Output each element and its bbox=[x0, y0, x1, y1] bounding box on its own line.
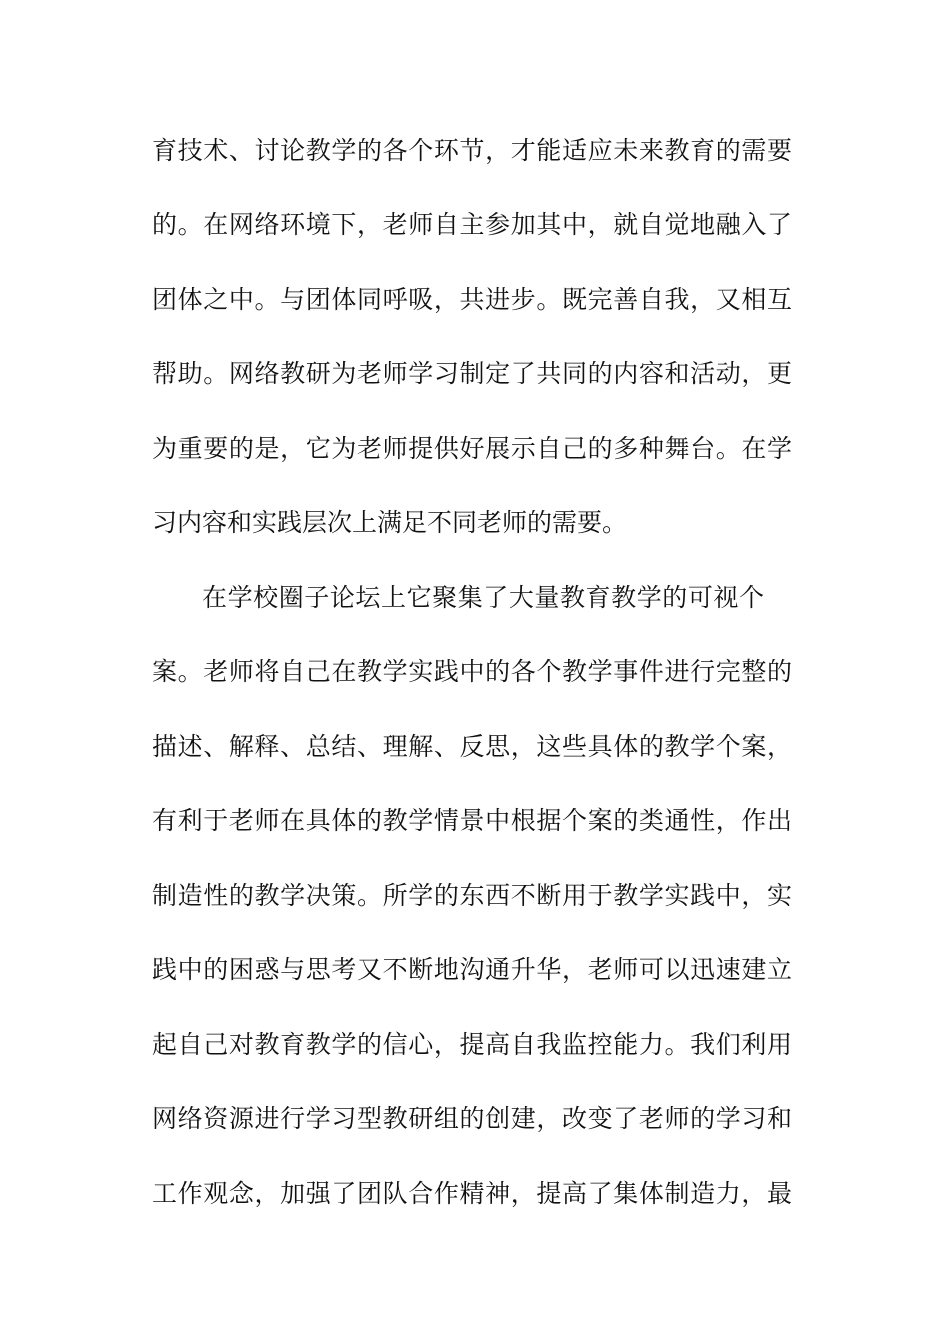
paragraph-line: 网络资源进行学习型教研组的创建，改变了老师的学习和 bbox=[152, 1104, 792, 1133]
paragraph-line: 育技术、讨论教学的各个环节，才能适应未来教育的需要 bbox=[152, 136, 792, 165]
paragraph-line: 案。老师将自己在教学实践中的各个教学事件进行完整的 bbox=[152, 657, 792, 686]
paragraph-line: 帮助。网络教研为老师学习制定了共同的内容和活动，更 bbox=[152, 359, 792, 388]
paragraph-line: 制造性的教学决策。所学的东西不断用于教学实践中，实 bbox=[152, 881, 792, 910]
paragraph-line: 有利于老师在具体的教学情景中根据个案的类通性，作出 bbox=[152, 806, 792, 835]
paragraph-line: 工作观念，加强了团队合作精神，提高了集体制造力，最 bbox=[152, 1179, 792, 1208]
paragraph-line: 习内容和实践层次上满足不同老师的需要。 bbox=[152, 508, 628, 537]
paragraph-line: 起自己对教育教学的信心，提高自我监控能力。我们利用 bbox=[152, 1030, 792, 1059]
paragraph-line: 描述、解释、总结、理解、反思，这些具体的教学个案， bbox=[152, 732, 792, 761]
paragraph-line: 团体之中。与团体同呼吸，共进步。既完善自我，又相互 bbox=[152, 285, 792, 314]
paragraph-line: 的。在网络环境下，老师自主参加其中，就自觉地融入了 bbox=[152, 210, 792, 239]
paragraph-line: 在学校圈子论坛上它聚集了大量教育教学的可视个 bbox=[202, 583, 764, 612]
paragraph-line: 为重要的是，它为老师提供好展示自己的多种舞台。在学 bbox=[152, 434, 792, 463]
paragraph-line: 践中的困惑与思考又不断地沟通升华，老师可以迅速建立 bbox=[152, 955, 792, 984]
